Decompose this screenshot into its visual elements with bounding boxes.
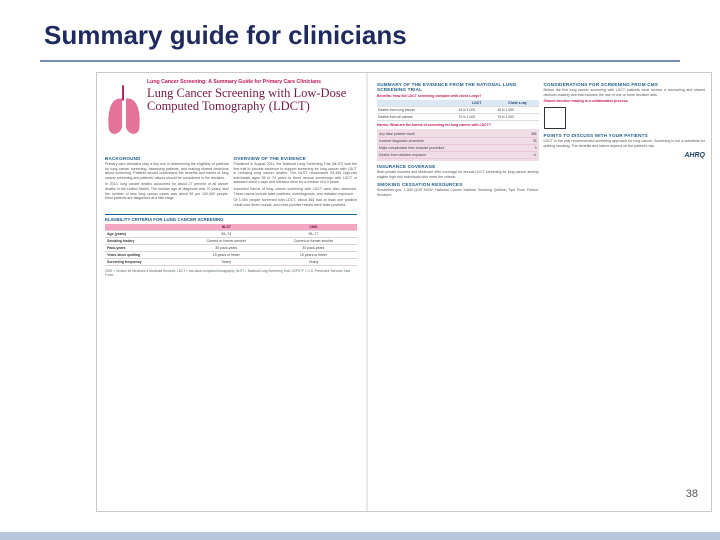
table-cell: 3: [534, 146, 537, 150]
harms-heading: Harms: What are the harms of screening for lung cancer with LDCT?: [377, 123, 491, 127]
table-cell: 25: [532, 139, 537, 143]
document-header: [105, 79, 357, 149]
points-heading: POINTS TO DISCUSS WITH YOUR PATIENTS: [543, 133, 648, 139]
table-cell: Pack-years: [105, 245, 183, 252]
table-cell: Age (years): [105, 231, 183, 238]
table-cell: 55–74: [183, 231, 270, 238]
table-row: [379, 152, 537, 159]
ahrq-logo: AHRQ: [684, 152, 705, 160]
insurance-paragraph: Both private insurers and Medicare offer coverage for annual LDCT screening for lung cancer among eligible high-risk individuals who meet the criteria.: [377, 170, 539, 179]
insurance-heading: INSURANCE COVERAGE: [377, 164, 436, 169]
overview-paragraph: Important harms of lung cancer screening with LDCT were also observed. These harms include false positives, overdiagnosis, and radiation exposure.: [233, 186, 357, 196]
document-title: Lung Cancer Screening with Low-Dose Computed Tomography (LDCT): [147, 86, 347, 113]
considerations-paragraph: Before the first lung cancer screening with LDCT, patients must receive a counseling and shared decision-making visit that includes the use of one or more decision aids.: [543, 88, 705, 97]
overview-paragraph: Of 1,000 people screened with LDCT, about 365 had at least one positive result over three rounds, and most positive results were false positives.: [233, 198, 357, 207]
table-cell: Yearly: [270, 259, 357, 266]
overview-heading: OVERVIEW OF THE EVIDENCE: [233, 156, 306, 161]
harms-table: [377, 129, 539, 161]
document-kicker: Lung Cancer Screening: A Summary Guide for Primary Care Clinicians: [147, 79, 322, 85]
table-cell: 365: [530, 132, 537, 136]
table-cell: 70 in 1,000: [457, 114, 496, 121]
table-cell: Any false positive result: [379, 132, 415, 136]
table-cell: 55–77: [270, 231, 357, 238]
document-page-left: [97, 73, 365, 512]
cessation-heading: SMOKING CESSATION RESOURCES: [377, 182, 463, 188]
background-paragraph: Primary care clinicians play a key role in determining the eligibility of patients for lung cancer screening, assessing patients, and making shared decisions about screening. Patients should understand the benefits and harms of lung cancer screening and patients' values should be considered in the decision.: [105, 162, 229, 180]
table-cell: Deaths from all causes: [377, 114, 457, 121]
eligibility-table: [105, 224, 357, 266]
table-cell: Deaths from radiation exposure: [379, 153, 427, 157]
summary-heading: SUMMARY OF THE EVIDENCE FROM THE NATIONAL LUNG SCREENING TRIAL: [377, 82, 517, 92]
table-cell: 15 in 1,000: [457, 107, 496, 114]
lungs-icon: [105, 79, 143, 141]
table-row: [377, 114, 539, 121]
table-header-cell: CMS: [270, 224, 357, 231]
slide-title: Summary guide for clinicians: [44, 20, 407, 50]
table-row: [105, 259, 357, 266]
title-divider: [40, 60, 680, 62]
table-footnote: CMS = Centers for Medicare & Medicaid Services; LDCT = low-dose computed tomography; NLST = National Lung Screening Trial; USPSTF = U.S. Preventive Services Task Force.: [105, 269, 351, 278]
page-number: 38: [685, 488, 698, 500]
page-divider: [366, 73, 368, 512]
table-cell: Current or former smoker: [183, 238, 270, 245]
benefits-table: [377, 100, 539, 121]
table-cell: 18 in 1,000: [496, 107, 538, 114]
background-paragraph: In 2013, lung cancer deaths accounted for about 27 percent of all cancer deaths in the United States. The median age at diagnosis was 70 years, and the number of new lung cancer cases was about 59 per 100,000 people. Most patients are diagnosed at a late stage.: [105, 182, 229, 201]
table-cell: 15 years or fewer: [270, 252, 357, 259]
shared-decision-line: Shared decision making is a collaborative process.: [543, 99, 629, 104]
table-cell: Current or former smoker: [270, 238, 357, 245]
points-paragraph: LDCT is the only recommended screening approach for lung cancer. Screening is not a substitute for quitting smoking. The benefits and harms depend on the patient's risk.: [543, 139, 705, 148]
table-cell: <1: [532, 153, 537, 157]
table-cell: Deaths from lung cancer: [377, 107, 457, 114]
table-row: [105, 238, 357, 245]
document-page-right: [369, 73, 712, 512]
qr-code-icon: [544, 107, 566, 129]
cessation-paragraph: Smokefree.gov; 1-800-QUIT-NOW; National Cancer Institute Smoking Quitline; Tips From Former Smokers.: [377, 188, 539, 197]
footer-bar: [0, 532, 720, 540]
table-header-cell: Chest x-ray: [496, 100, 538, 107]
table-cell: Yearly: [183, 259, 270, 266]
document-image: [96, 72, 712, 512]
table-cell: Smoking history: [105, 238, 183, 245]
table-row: [379, 138, 537, 145]
table-row: [105, 252, 357, 259]
table-row: [379, 145, 537, 152]
table-header-cell: LDCT: [457, 100, 496, 107]
table-cell: Invasive diagnostic procedure: [379, 139, 424, 143]
table-cell: Screening frequency: [105, 259, 183, 266]
considerations-heading: CONSIDERATIONS FOR SCREENING FROM CMS: [543, 82, 659, 87]
benefits-heading: Benefits: How did LDCT screening compare with chest x-rays?: [377, 94, 482, 98]
table-row: [105, 231, 357, 238]
table-cell: Years since quitting: [105, 252, 183, 259]
table-row: [105, 245, 357, 252]
table-cell: 30 pack-years: [183, 245, 270, 252]
eligibility-table-title: ELIGIBILITY CRITERIA FOR LUNG CANCER SCREENING: [105, 214, 357, 222]
table-row: [377, 107, 539, 114]
table-header-cell: NLST: [183, 224, 270, 231]
table-cell: Major complication from invasive procedure: [379, 146, 445, 150]
overview-paragraph: Published in August 2011, the National Lung Screening Trial (NLST) was the first trial to provide evidence to support screening for lung cancer with LDCT in reducing lung cancer deaths. The NLST randomized 53,454 high-risk individuals ages 55 to 74 years to three annual screenings with LDCT or standard chest x-rays and followed them for a median of 6.5 years.: [233, 162, 357, 185]
background-heading: BACKGROUND: [105, 156, 141, 161]
table-cell: 30 pack-years: [270, 245, 357, 252]
table-row: [379, 131, 537, 138]
table-cell: 75 in 1,000: [496, 114, 538, 121]
table-cell: 15 years or fewer: [183, 252, 270, 259]
